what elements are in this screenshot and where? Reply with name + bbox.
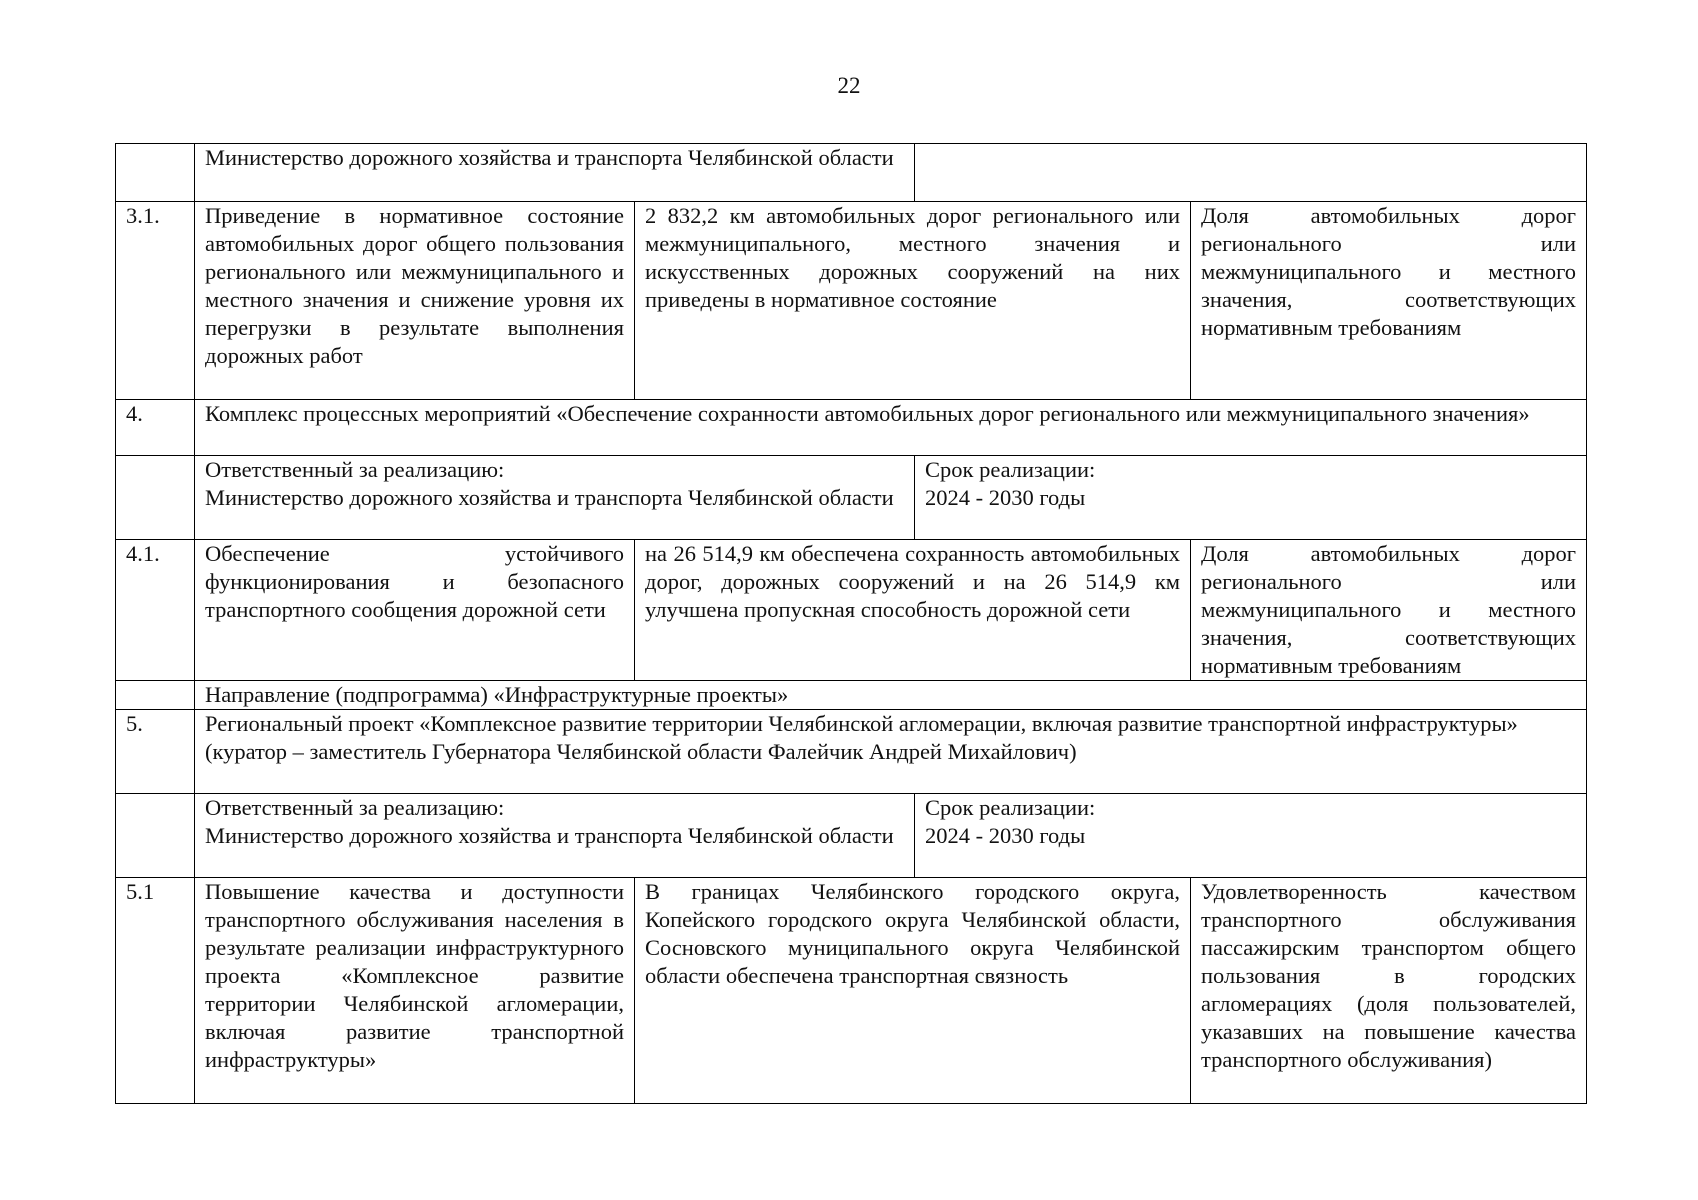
task-cell: Приведение в нормативное состояние автомобильных дорог общего пользования регионального или межмуниципального и местного значения и снижение уровня их перегрузки в результате выполнения дорожных работ bbox=[195, 202, 635, 400]
responsible-label: Ответственный за реализацию: bbox=[205, 457, 505, 482]
row-number-cell: 4.1. bbox=[116, 540, 195, 681]
project-curator: (куратор – заместитель Губернатора Челябинской области Фалейчик Андрей Михайлович) bbox=[205, 739, 1077, 764]
project-title-cell bbox=[195, 710, 1587, 794]
term-cell bbox=[915, 794, 1587, 878]
table-row bbox=[116, 144, 1587, 202]
task-cell: Обеспечение устойчивого функционирования и безопасного транспортного сообщения дорожной сети bbox=[195, 540, 635, 681]
row-number-cell: 3.1. bbox=[116, 202, 195, 400]
table-row bbox=[116, 710, 1587, 794]
page-number: 22 bbox=[837, 73, 861, 98]
direction-title-cell: Направление (подпрограмма) «Инфраструктурные проекты» bbox=[195, 681, 1587, 710]
table-row bbox=[116, 202, 1587, 400]
responsible-cell bbox=[195, 794, 915, 878]
row-number-cell: 5.1 bbox=[116, 878, 195, 1104]
row-number-cell bbox=[116, 681, 195, 710]
row-number-cell bbox=[116, 456, 195, 540]
term-label: Срок реализации: bbox=[925, 457, 1096, 482]
row-number-cell bbox=[116, 794, 195, 878]
result-cell: на 26 514,9 км обеспечена сохранность автомобильных дорог, дорожных сооружений и на 26 514,9 км улучшена пропускная способность дорожной сети bbox=[635, 540, 1191, 681]
table-row bbox=[116, 456, 1587, 540]
term-label: Срок реализации: bbox=[925, 795, 1096, 820]
program-table bbox=[115, 143, 1587, 1104]
task-cell: Повышение качества и доступности транспортного обслуживания населения в результате реализации инфраструктурного проекта «Комплексное развитие территории Челябинской агломерации, включая развитие транспортной инфраструктуры» bbox=[195, 878, 635, 1104]
table-row bbox=[116, 540, 1587, 681]
table-row bbox=[116, 400, 1587, 456]
term-value: 2024 - 2030 годы bbox=[925, 485, 1086, 510]
term-cell bbox=[915, 456, 1587, 540]
responsible-label: Ответственный за реализацию: bbox=[205, 795, 505, 820]
project-title: Региональный проект «Комплексное развитие территории Челябинской агломерации, включая развитие транспортной инфраструктуры» bbox=[205, 711, 1518, 736]
table-row bbox=[116, 878, 1587, 1104]
responsible-value: Министерство дорожного хозяйства и транспорта Челябинской области bbox=[205, 823, 894, 848]
indicator-cell: Доля автомобильных дорог регионального или межмуниципального и местного значения, соответствующих нормативным требованиям bbox=[1191, 540, 1587, 681]
table-row bbox=[116, 794, 1587, 878]
responsible-org-cell: Министерство дорожного хозяйства и транспорта Челябинской области bbox=[195, 144, 915, 202]
responsible-cell bbox=[195, 456, 915, 540]
indicator-cell: Удовлетворенность качеством транспортного обслуживания пассажирским транспортом общего пользования в городских агломерациях (доля пользователей, указавших на повышение качества транспортного обслуживания) bbox=[1191, 878, 1587, 1104]
section-title-cell: Комплекс процессных мероприятий «Обеспечение сохранности автомобильных дорог регионального или межмуниципального значения» bbox=[195, 400, 1587, 456]
term-value: 2024 - 2030 годы bbox=[925, 823, 1086, 848]
table-row bbox=[116, 681, 1587, 710]
indicator-cell: Доля автомобильных дорог регионального или межмуниципального и местного значения, соответствующих нормативным требованиям bbox=[1191, 202, 1587, 400]
row-number-cell: 4. bbox=[116, 400, 195, 456]
result-cell: В границах Челябинского городского округа, Копейского городского округа Челябинской области, Сосновского муниципального округа Челябинской области обеспечена транспортная связность bbox=[635, 878, 1191, 1104]
row-number-cell bbox=[116, 144, 195, 202]
result-cell: 2 832,2 км автомобильных дорог регионального или межмуниципального, местного значения и искусственных дорожных сооружений на них приведены в нормативное состояние bbox=[635, 202, 1191, 400]
responsible-value: Министерство дорожного хозяйства и транспорта Челябинской области bbox=[205, 485, 894, 510]
empty-cell bbox=[915, 144, 1587, 202]
row-number-cell: 5. bbox=[116, 710, 195, 794]
